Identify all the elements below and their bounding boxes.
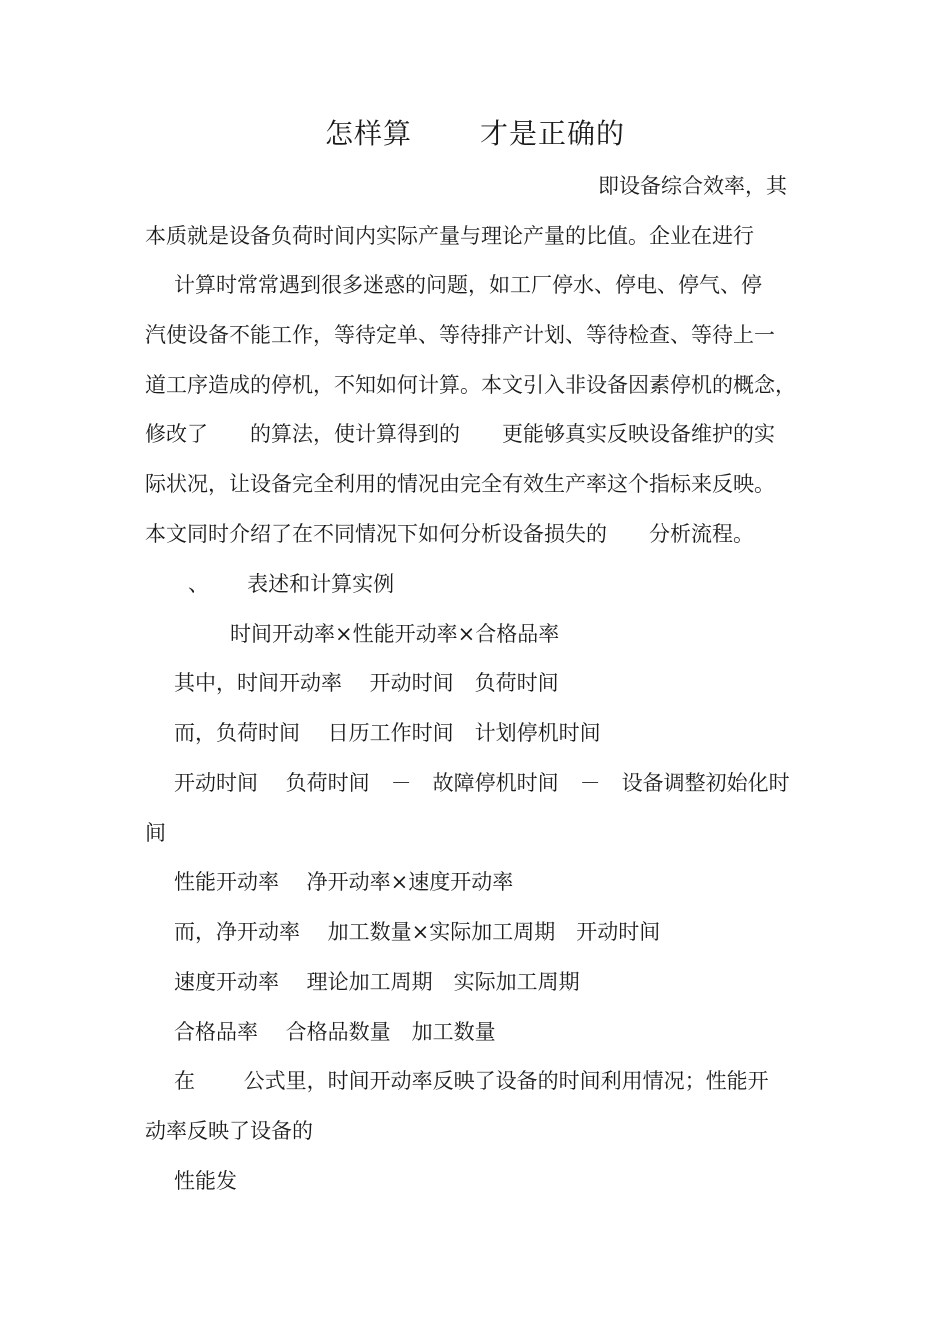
formula-operating-time-cont: 间 <box>145 821 166 845</box>
paragraph-line-2: 本质就是设备负荷时间内实际产量与理论产量的比值。企业在进行 <box>145 224 754 248</box>
paragraph-line-8: 本文同时介绍了在不同情况下如何分析设备损失的 分析流程。 <box>145 522 754 546</box>
formula-load-time: 而，负荷时间 日历工作时间 计划停机时间 <box>174 721 601 745</box>
paragraph-line-6: 修改了 的算法，使计算得到的 更能够真实反映设备维护的实 <box>145 422 775 446</box>
formula-oee: 时间开动率×性能开动率×合格品率 <box>230 622 560 646</box>
formula-net-rate: 而，净开动率 加工数量×实际加工周期 开动时间 <box>174 920 661 944</box>
paragraph-line-1: 即设备综合效率，其 <box>598 174 787 198</box>
paragraph-line-4: 汽使设备不能工作，等待定单、等待排产计划、等待检查、等待上一 <box>145 323 775 347</box>
paragraph-line-5: 道工序造成的停机，不知如何计算。本文引入非设备因素停机的概念， <box>145 373 796 397</box>
paragraph-line-7: 际状况，让设备完全利用的情况由完全有效生产率这个指标来反映。 <box>145 472 775 496</box>
paragraph-explain-3: 性能发 <box>174 1169 237 1193</box>
formula-speed-rate: 速度开动率 理论加工周期 实际加工周期 <box>174 970 580 994</box>
formula-quality: 合格品率 合格品数量 加工数量 <box>174 1020 496 1044</box>
formula-availability: 其中，时间开动率 开动时间 负荷时间 <box>174 671 559 695</box>
document-title: 怎样算 才是正确的 <box>325 117 625 150</box>
paragraph-explain-1: 在 公式里，时间开动率反映了设备的时间利用情况；性能开 <box>174 1069 769 1093</box>
formula-operating-time: 开动时间 负荷时间 － 故障停机时间 － 设备调整初始化时 <box>174 771 790 795</box>
section-heading: 、 表述和计算实例 <box>188 572 395 596</box>
formula-performance: 性能开动率 净开动率×速度开动率 <box>174 870 514 894</box>
paragraph-explain-2: 动率反映了设备的 <box>145 1119 313 1143</box>
paragraph-line-3: 计算时常常遇到很多迷惑的问题，如工厂停水、停电、停气、停 <box>174 273 762 297</box>
